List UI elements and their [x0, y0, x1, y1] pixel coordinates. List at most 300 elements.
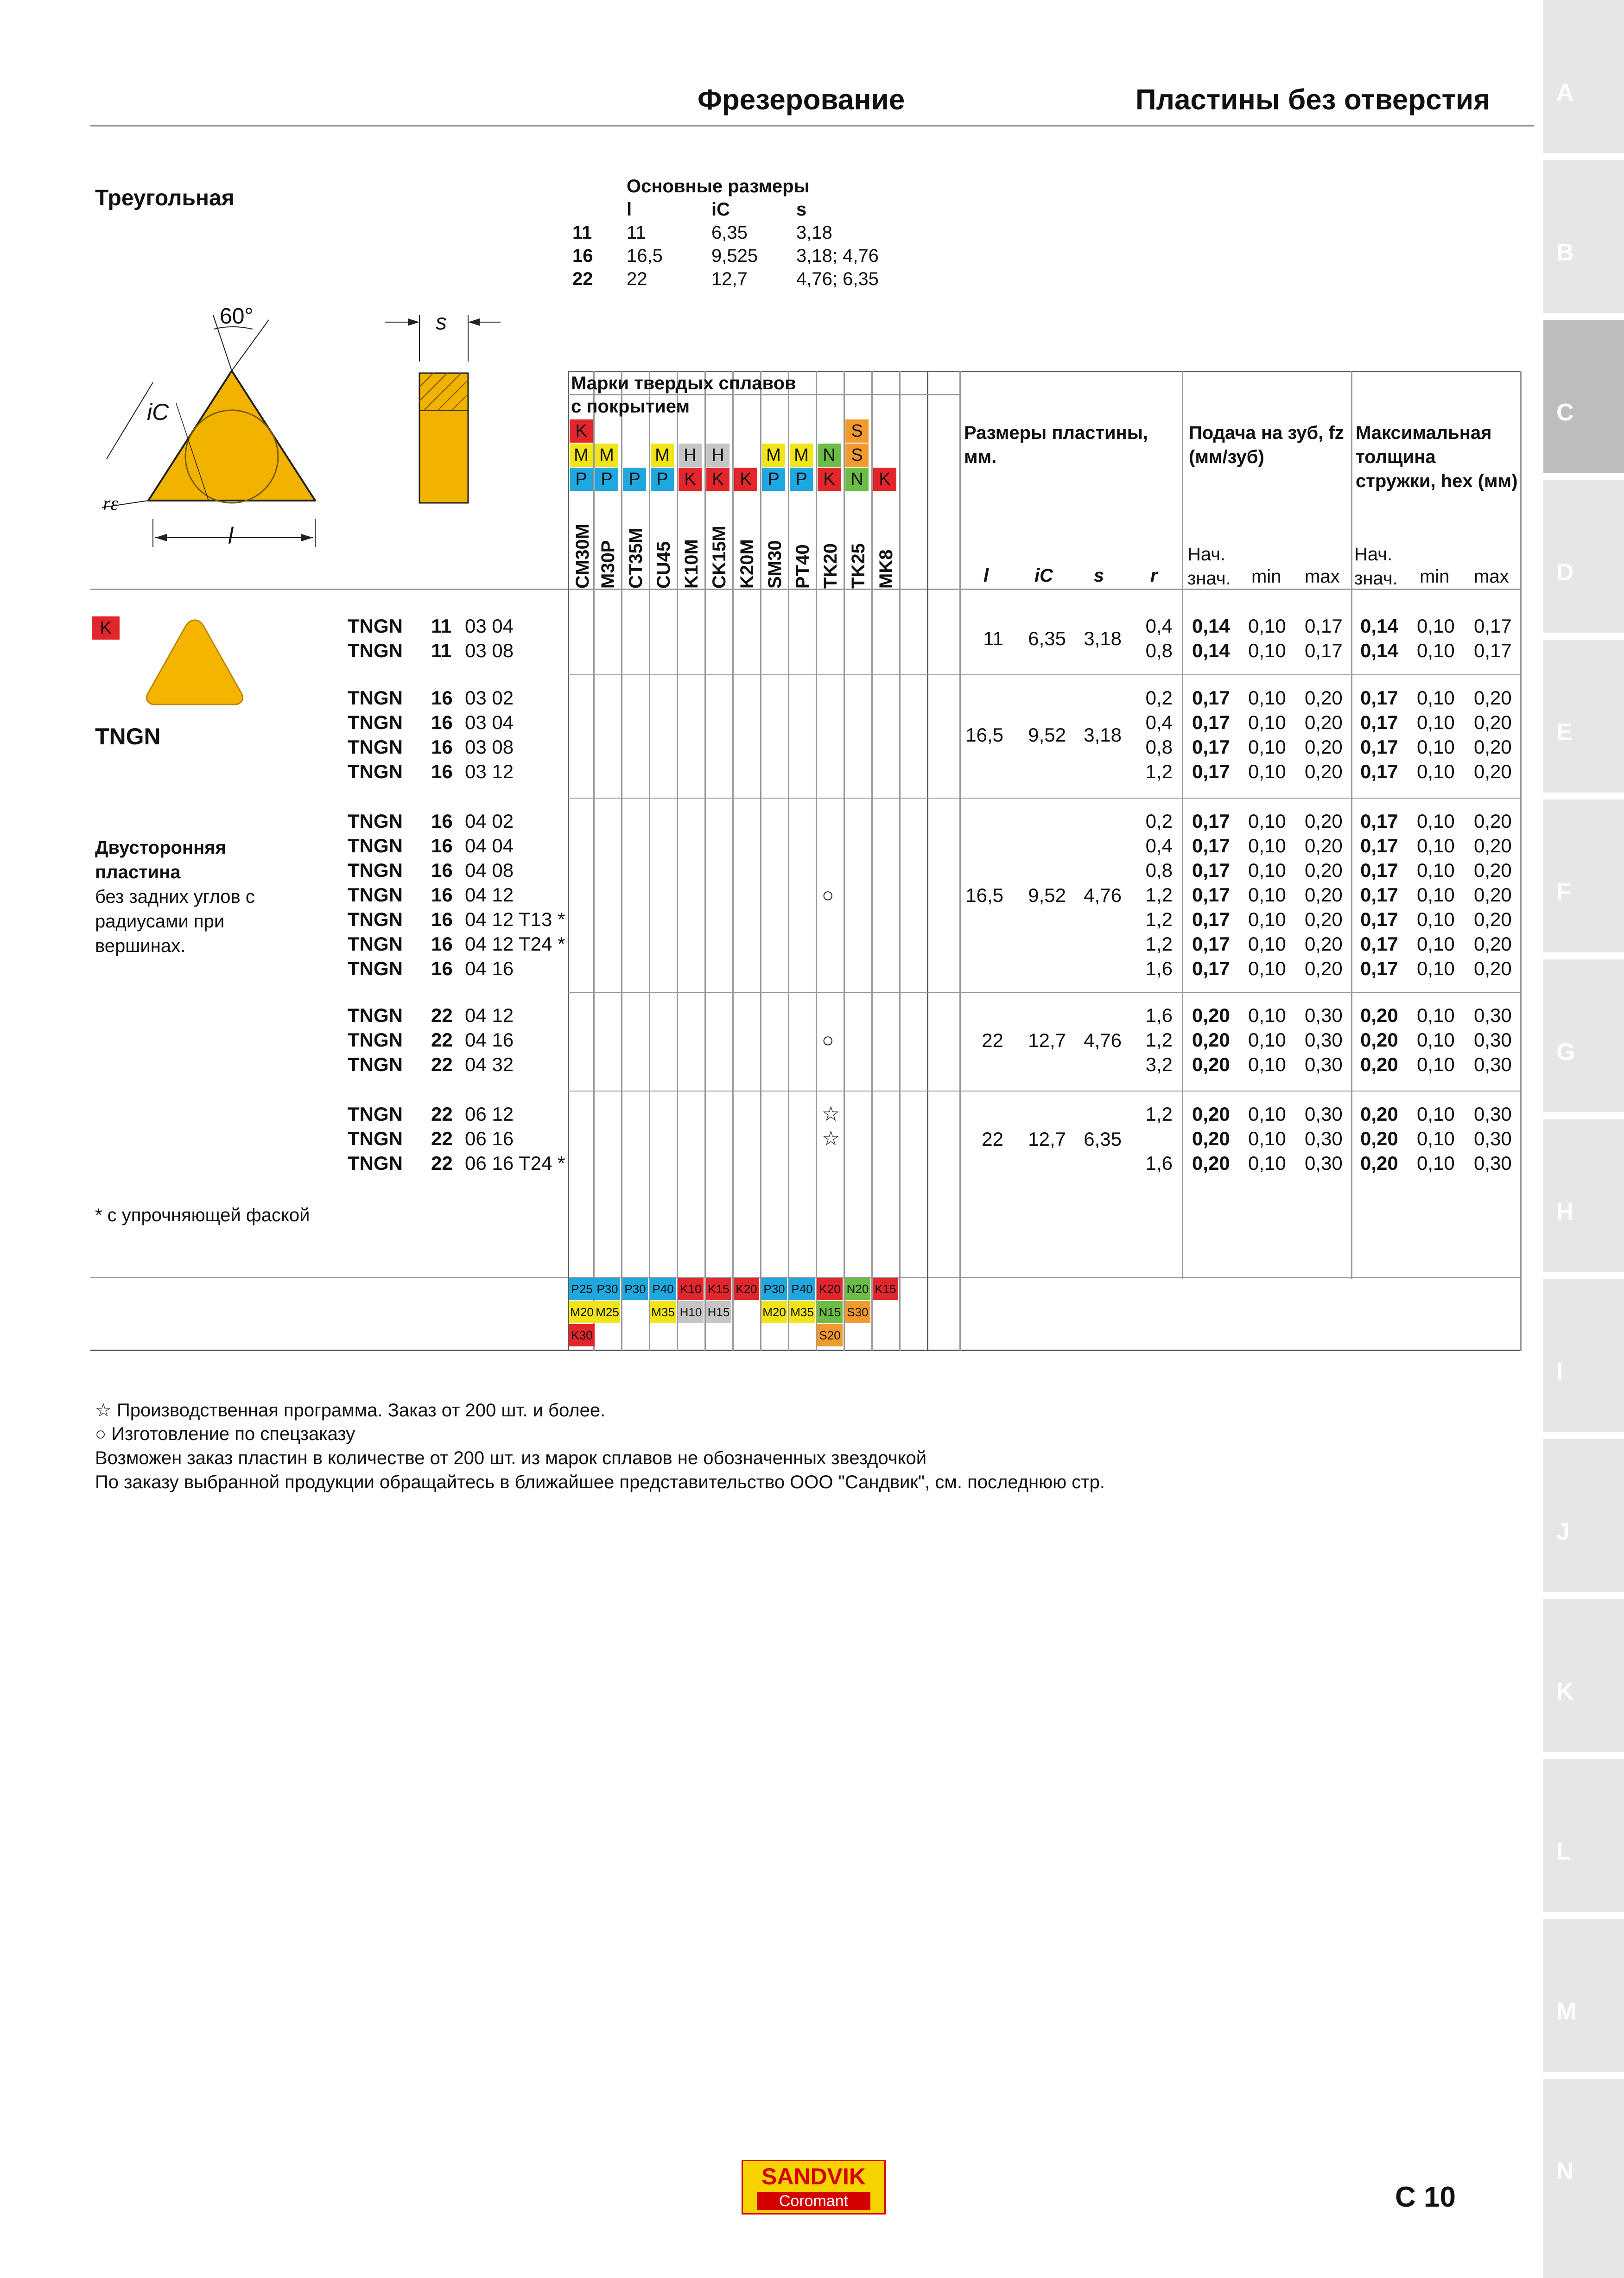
grid-column-rule [788, 371, 789, 1351]
dims-cell: 16 [572, 246, 593, 266]
grid-column-rule [704, 371, 706, 1351]
feed-max: 0,20 [1305, 810, 1343, 832]
feed-start: 0,14 [1192, 615, 1230, 637]
table-top-rule [568, 371, 1520, 372]
grade-legend-k20: K20 [817, 1278, 843, 1300]
grade-class-p: P [790, 468, 813, 491]
hex-max: 0,20 [1474, 761, 1512, 782]
designation-type: TNGN [348, 1128, 403, 1149]
tab-j[interactable]: J [1543, 1439, 1624, 1592]
grade-legend-k15: K15 [873, 1278, 898, 1300]
designation-code: 16 [431, 810, 453, 832]
hex-max: 0,20 [1474, 835, 1512, 857]
hex-max: 0,30 [1474, 1128, 1512, 1149]
designation-type: TNGN [348, 1152, 403, 1174]
designation-type: TNGN [348, 761, 403, 782]
radius: 1,2 [1145, 761, 1173, 782]
hex-min: 0,10 [1417, 1053, 1455, 1075]
hex-min: 0,10 [1417, 1103, 1455, 1125]
page-number: C 10 [1395, 2181, 1456, 2213]
tab-h[interactable]: H [1543, 1119, 1624, 1272]
grade-legend-p40: P40 [789, 1278, 815, 1300]
grid-column-rule [593, 371, 595, 1351]
feed-start: 0,17 [1192, 711, 1230, 733]
designation-rest: 04 02 [465, 810, 514, 832]
size-ic: 9,52 [1028, 724, 1066, 746]
hex-max: 0,30 [1474, 1029, 1512, 1051]
radius: 3,2 [1145, 1053, 1173, 1075]
designation-rest: 03 12 [465, 761, 514, 782]
radius: 1,2 [1145, 884, 1173, 906]
radius: 0,4 [1145, 615, 1173, 637]
section-tabs [1543, 0, 1624, 2278]
designation-type: TNGN [348, 835, 403, 857]
designation-type: TNGN [348, 1029, 403, 1051]
feed-min: 0,10 [1248, 1004, 1286, 1026]
hex-max: 0,17 [1474, 640, 1512, 661]
hex-start: 0,17 [1360, 736, 1398, 758]
grade-legend-m25: M25 [595, 1301, 620, 1323]
radius: 1,6 [1145, 1152, 1173, 1174]
grade-legend-s20: S20 [817, 1324, 843, 1346]
hex-min: 0,10 [1417, 615, 1455, 637]
feed-start: 0,20 [1192, 1004, 1230, 1026]
hex-max-header: max [1474, 566, 1509, 587]
dims-cell: 16,5 [627, 246, 663, 266]
feed-start: 0,17 [1192, 835, 1230, 857]
note-order-min: Возможен заказ пластин в количестве от 200 шт. из марок сплавов не обозначенных звездочкой [95, 1448, 927, 1468]
feed-start: 0,14 [1192, 640, 1230, 661]
hex-start: 0,17 [1360, 810, 1398, 832]
designation-code: 22 [431, 1103, 453, 1125]
feed-min: 0,10 [1248, 736, 1286, 758]
feed-max: 0,20 [1305, 908, 1343, 930]
feed-max: 0,20 [1305, 884, 1343, 906]
designation-rest: 06 12 [465, 1103, 514, 1125]
designation-rest: 04 12 [465, 884, 514, 906]
table-bottom-rule [90, 1350, 1520, 1351]
grade-class-m: M [651, 444, 674, 467]
feed-start: 0,17 [1192, 908, 1230, 930]
grade-legend-p30: P30 [761, 1278, 787, 1300]
logo-sub: Coromant [757, 2192, 870, 2210]
feed-start: 0,20 [1192, 1053, 1230, 1075]
dims-cell: 22 [627, 269, 647, 289]
grid-column-rule [1520, 371, 1522, 1351]
designation-rest: 04 08 [465, 859, 514, 881]
designation-code: 16 [431, 859, 453, 881]
radius: 1,6 [1145, 958, 1173, 979]
grade-class-m: M [570, 444, 593, 467]
tab-e[interactable]: E [1543, 640, 1624, 793]
hex-min: 0,10 [1417, 933, 1455, 955]
feed-max: 0,30 [1305, 1128, 1343, 1149]
feed-start: 0,17 [1192, 687, 1230, 709]
hex-start: 0,17 [1360, 908, 1398, 930]
radius: 0,4 [1145, 835, 1173, 857]
grade-legend-p40: P40 [650, 1278, 676, 1300]
hex-start: 0,20 [1360, 1103, 1398, 1125]
sandvik-logo [742, 2160, 886, 2215]
hex-start: 0,20 [1360, 1029, 1398, 1051]
grid-column-rule [621, 371, 622, 1351]
grade-class-m: M [595, 444, 618, 467]
grid-column-rule [899, 371, 901, 1351]
grade-class-p: P [570, 468, 593, 491]
feed-max: 0,17 [1305, 640, 1343, 661]
hex-max: 0,20 [1474, 736, 1512, 758]
dims-cell: 4,76; 6,35 [796, 269, 879, 289]
dims-header-s: s [796, 199, 807, 220]
col-r-header: r [1150, 565, 1158, 586]
note-contact: По заказу выбранной продукции обращайтесь в ближайшее представительство ООО "Сандвик", см. последнюю стр. [95, 1472, 1105, 1492]
grade-class-p: P [651, 468, 674, 491]
feed-start: 0,17 [1192, 933, 1230, 955]
designation-code: 16 [431, 736, 453, 758]
grid-column-rule [568, 371, 569, 1351]
dims-header-ic: iC [711, 199, 730, 220]
hex-max: 0,30 [1474, 1152, 1512, 1174]
size-l: 22 [982, 1029, 1003, 1051]
feed-min: 0,10 [1248, 711, 1286, 733]
hex-max: 0,20 [1474, 958, 1512, 979]
grade-class-p: P [762, 468, 785, 491]
designation-code: 16 [431, 687, 453, 709]
size-ic: 12,7 [1028, 1029, 1066, 1051]
tab-l[interactable]: L [1543, 1759, 1624, 1912]
designation-code: 16 [431, 908, 453, 930]
tab-d[interactable]: D [1543, 480, 1624, 633]
size-s: 3,18 [1084, 628, 1122, 649]
grade-name: CT35M [626, 527, 646, 589]
grade-legend-m20: M20 [569, 1301, 595, 1323]
grade-name: K10M [681, 539, 702, 589]
feed-max-header: max [1305, 566, 1340, 587]
grid-column-rule [1182, 371, 1183, 1279]
feed-max: 0,20 [1305, 859, 1343, 881]
grade-class-s: S [845, 444, 869, 467]
designation-code: 16 [431, 884, 453, 906]
designation-type: TNGN [348, 615, 403, 637]
hex-max: 0,20 [1474, 908, 1512, 930]
dims-cell: 22 [572, 269, 593, 289]
grid-column-rule [959, 371, 961, 1351]
tab-c[interactable]: C [1543, 320, 1624, 473]
insert-side-drawing [380, 306, 505, 510]
feed-min: 0,10 [1248, 687, 1286, 709]
grid-column-rule [816, 371, 817, 1351]
feed-min: 0,10 [1248, 1029, 1286, 1051]
hex-min: 0,10 [1417, 884, 1455, 906]
grade-class-k: K [818, 468, 841, 491]
dims-title: Основные размеры [627, 176, 810, 197]
hex-min: 0,10 [1417, 1004, 1455, 1026]
tab-b[interactable]: B [1543, 160, 1624, 313]
triangle-insert-drawing [93, 297, 352, 561]
availability-mark: ☆ [822, 1103, 840, 1125]
hex-min: 0,10 [1417, 835, 1455, 857]
grade-name: CU45 [653, 541, 674, 589]
feed-start: 0,17 [1192, 810, 1230, 832]
hex-start: 0,17 [1360, 933, 1398, 955]
insert-shape-icon [139, 612, 250, 714]
feed-min: 0,10 [1248, 1053, 1286, 1075]
feed-min: 0,10 [1248, 933, 1286, 955]
feed-max: 0,20 [1305, 687, 1343, 709]
availability-mark: ○ [822, 1028, 834, 1052]
designation-code: 16 [431, 711, 453, 733]
hex-min: 0,10 [1417, 761, 1455, 782]
grade-name: TK25 [848, 543, 869, 589]
grade-legend-p30: P30 [622, 1278, 648, 1300]
grades-subtitle: с покрытием [571, 396, 690, 417]
feed-min: 0,10 [1248, 884, 1286, 906]
dims-cell: 11 [627, 222, 646, 243]
grid-column-rule [844, 371, 845, 1351]
size-s: 3,18 [1084, 724, 1122, 746]
grade-name: M30P [598, 540, 618, 589]
designation-type: TNGN [348, 711, 403, 733]
size-ic: 12,7 [1028, 1128, 1066, 1150]
hex-min: 0,10 [1417, 810, 1455, 832]
hex-max: 0,20 [1474, 933, 1512, 955]
radius: 1,2 [1145, 933, 1173, 955]
dims-cell: 3,18; 4,76 [796, 246, 879, 266]
grid-column-rule [871, 371, 873, 1351]
feed-start: 0,20 [1192, 1128, 1230, 1149]
tab-g[interactable]: G [1543, 959, 1624, 1112]
radius: 1,2 [1145, 1103, 1173, 1125]
grade-legend-m35: M35 [789, 1301, 815, 1323]
hex-max: 0,30 [1474, 1053, 1512, 1075]
designation-type: TNGN [348, 640, 403, 661]
tab-i[interactable]: I [1543, 1279, 1624, 1432]
designation-type: TNGN [348, 908, 403, 930]
designation-type: TNGN [348, 736, 403, 758]
size-s: 4,76 [1084, 1029, 1122, 1051]
s-label: s [436, 310, 447, 335]
grade-legend-k30: K30 [569, 1324, 595, 1346]
designation-code: 16 [431, 958, 453, 979]
dims-header-l: l [627, 199, 632, 220]
size-l: 22 [982, 1128, 1003, 1150]
grade-legend-h15: H15 [706, 1301, 731, 1323]
feed-start: 0,20 [1192, 1152, 1230, 1174]
grade-legend-m20: M20 [761, 1301, 787, 1323]
dims-cell: 6,35 [711, 222, 748, 243]
grade-name: K20M [737, 539, 757, 589]
grade-legend-m35: M35 [650, 1301, 676, 1323]
feed-start: 0,20 [1192, 1103, 1230, 1125]
grade-class-h: H [679, 444, 702, 467]
hex-min-header: min [1420, 566, 1450, 587]
dims-cell: 3,18 [796, 222, 832, 243]
feed-min: 0,10 [1248, 958, 1286, 979]
hex-min: 0,10 [1417, 908, 1455, 930]
grid-row-rule [568, 394, 959, 395]
feed-max: 0,17 [1305, 615, 1343, 637]
hex-min: 0,10 [1417, 687, 1455, 709]
hex-start: 0,17 [1360, 884, 1398, 906]
ic-label: iC [147, 399, 169, 425]
dims-cell: 12,7 [711, 269, 748, 289]
designation-type: TNGN [348, 1004, 403, 1026]
designation-rest: 06 16 T24 * [465, 1152, 565, 1174]
material-badge-k: K [92, 616, 120, 640]
designation-rest: 03 04 [465, 711, 514, 733]
designation-rest: 03 02 [465, 687, 514, 709]
feed-min: 0,10 [1248, 1103, 1286, 1125]
grade-legend-k15: K15 [706, 1278, 731, 1300]
designation-type: TNGN [348, 687, 403, 709]
dims-cell: 9,525 [711, 246, 758, 266]
hex-min: 0,10 [1417, 736, 1455, 758]
hex-min: 0,10 [1417, 1029, 1455, 1051]
radius: 0,8 [1145, 640, 1173, 661]
designation-code: 22 [431, 1152, 453, 1174]
section-title: Фрезерование [698, 84, 905, 116]
availability-mark: ☆ [822, 1127, 840, 1150]
col-l-header: l [983, 565, 989, 586]
tab-f[interactable]: F [1543, 800, 1624, 952]
feed-max: 0,30 [1305, 1053, 1343, 1075]
grade-class-k: K [706, 468, 730, 491]
feed-min: 0,10 [1248, 810, 1286, 832]
hex-max: 0,30 [1474, 1004, 1512, 1026]
feed-max: 0,30 [1305, 1152, 1343, 1174]
designation-type: TNGN [348, 958, 403, 979]
grid-column-rule [760, 371, 761, 1351]
group-rule [568, 798, 1520, 799]
feed-min: 0,10 [1248, 615, 1286, 637]
grade-name: MK8 [876, 549, 896, 589]
radius: 0,2 [1145, 810, 1173, 832]
size-s: 6,35 [1084, 1128, 1122, 1150]
hex-start: 0,17 [1360, 859, 1398, 881]
hex-min: 0,10 [1417, 640, 1455, 661]
designation-type: TNGN [348, 933, 403, 955]
group-rule [568, 674, 1520, 675]
hex-start: 0,14 [1360, 640, 1398, 661]
note-production: ☆ Производственная программа. Заказ от 200 шт. и более. [95, 1400, 606, 1421]
designation-type: TNGN [348, 1053, 403, 1075]
grade-name: PT40 [793, 544, 813, 589]
grid-column-rule [649, 371, 650, 1351]
grid-column-rule [927, 371, 928, 1351]
designation-code: 22 [431, 1128, 453, 1149]
radius: 0,4 [1145, 711, 1173, 733]
designation-rest: 06 16 [465, 1128, 514, 1149]
grade-name: TK20 [820, 543, 841, 589]
designation-rest: 03 08 [465, 640, 514, 661]
feed-max: 0,20 [1305, 736, 1343, 758]
hex-min: 0,10 [1417, 1128, 1455, 1149]
feed-start: 0,20 [1192, 1029, 1230, 1051]
product-name: TNGN [95, 723, 161, 749]
hex-start: 0,17 [1360, 835, 1398, 857]
hex-start: 0,17 [1360, 761, 1398, 782]
feed-start: 0,17 [1192, 761, 1230, 782]
grades-title: Марки твердых сплавов [571, 373, 796, 393]
designation-code: 11 [431, 640, 452, 661]
feed-min: 0,10 [1248, 640, 1286, 661]
hex-start: 0,17 [1360, 711, 1398, 733]
designation-rest: 04 32 [465, 1053, 514, 1075]
designation-code: 22 [431, 1029, 453, 1051]
dims-cell: 11 [572, 222, 592, 243]
hex-max: 0,20 [1474, 859, 1512, 881]
grade-legend-n15: N15 [817, 1301, 843, 1323]
grade-class-p: P [623, 468, 646, 491]
feed-max: 0,20 [1305, 835, 1343, 857]
feed-start: 0,17 [1192, 736, 1230, 758]
col-ic-header: iC [1034, 565, 1053, 586]
hex-start-header: Нач. знач. [1354, 544, 1398, 589]
designation-rest: 04 12 [465, 1004, 514, 1026]
size-ic: 9,52 [1028, 884, 1066, 906]
availability-mark: ○ [822, 883, 834, 907]
grade-legend-k20: K20 [734, 1278, 759, 1300]
hex-start: 0,20 [1360, 1053, 1398, 1075]
radius [1140, 1127, 1173, 1151]
tab-n[interactable]: N [1543, 2079, 1624, 2278]
hex-start: 0,20 [1360, 1004, 1398, 1026]
feed-max: 0,30 [1305, 1029, 1343, 1051]
grade-class-m: M [762, 444, 785, 467]
tab-m[interactable]: M [1543, 1919, 1624, 2072]
feed-start-header: Нач. знач. [1187, 544, 1231, 589]
feed-min: 0,10 [1248, 835, 1286, 857]
size-l: 16,5 [965, 724, 1003, 746]
feed-min: 0,10 [1248, 908, 1286, 930]
designation-code: 16 [431, 933, 453, 955]
designation-type: TNGN [348, 859, 403, 881]
grade-legend-k10: K10 [678, 1278, 704, 1300]
tab-k[interactable]: K [1543, 1599, 1624, 1752]
feed-max: 0,30 [1305, 1103, 1343, 1125]
designation-type: TNGN [348, 810, 403, 832]
size-s: 4,76 [1084, 884, 1122, 906]
size-ic: 6,35 [1028, 628, 1066, 649]
hex-min: 0,10 [1417, 958, 1455, 979]
table-header-rule [90, 589, 1520, 590]
designation-code: 16 [431, 835, 453, 857]
footnote-star: * с упрочняющей фаской [95, 1205, 310, 1225]
sizes-header: Размеры пластины, мм. [964, 423, 1148, 467]
hex-max: 0,20 [1474, 810, 1512, 832]
designation-code: 11 [431, 615, 452, 637]
grade-class-k: K [570, 419, 593, 443]
feed-header: Подача на зуб, fz (мм/зуб) [1189, 423, 1344, 467]
size-l: 16,5 [965, 884, 1003, 906]
hex-start: 0,17 [1360, 958, 1398, 979]
header-rule [90, 125, 1534, 127]
hex-start: 0,14 [1360, 615, 1398, 637]
radius: 0,8 [1145, 859, 1173, 881]
designation-code: 22 [431, 1004, 453, 1026]
feed-min: 0,10 [1248, 1128, 1286, 1149]
designation-rest: 04 12 T13 * [465, 908, 565, 930]
designation-rest: 04 16 [465, 1029, 514, 1051]
designation-rest: 04 12 T24 * [465, 933, 565, 955]
tab-a[interactable]: A [1543, 0, 1624, 153]
l-label: l [228, 523, 234, 549]
note-special-order: ○ Изготовление по спецзаказу [95, 1424, 355, 1444]
logo-brand: SANDVIK [761, 2164, 866, 2189]
product-desc: без задних углов с радиусами при вершинах. [95, 887, 255, 956]
feed-start: 0,17 [1192, 884, 1230, 906]
feed-max: 0,20 [1305, 711, 1343, 733]
